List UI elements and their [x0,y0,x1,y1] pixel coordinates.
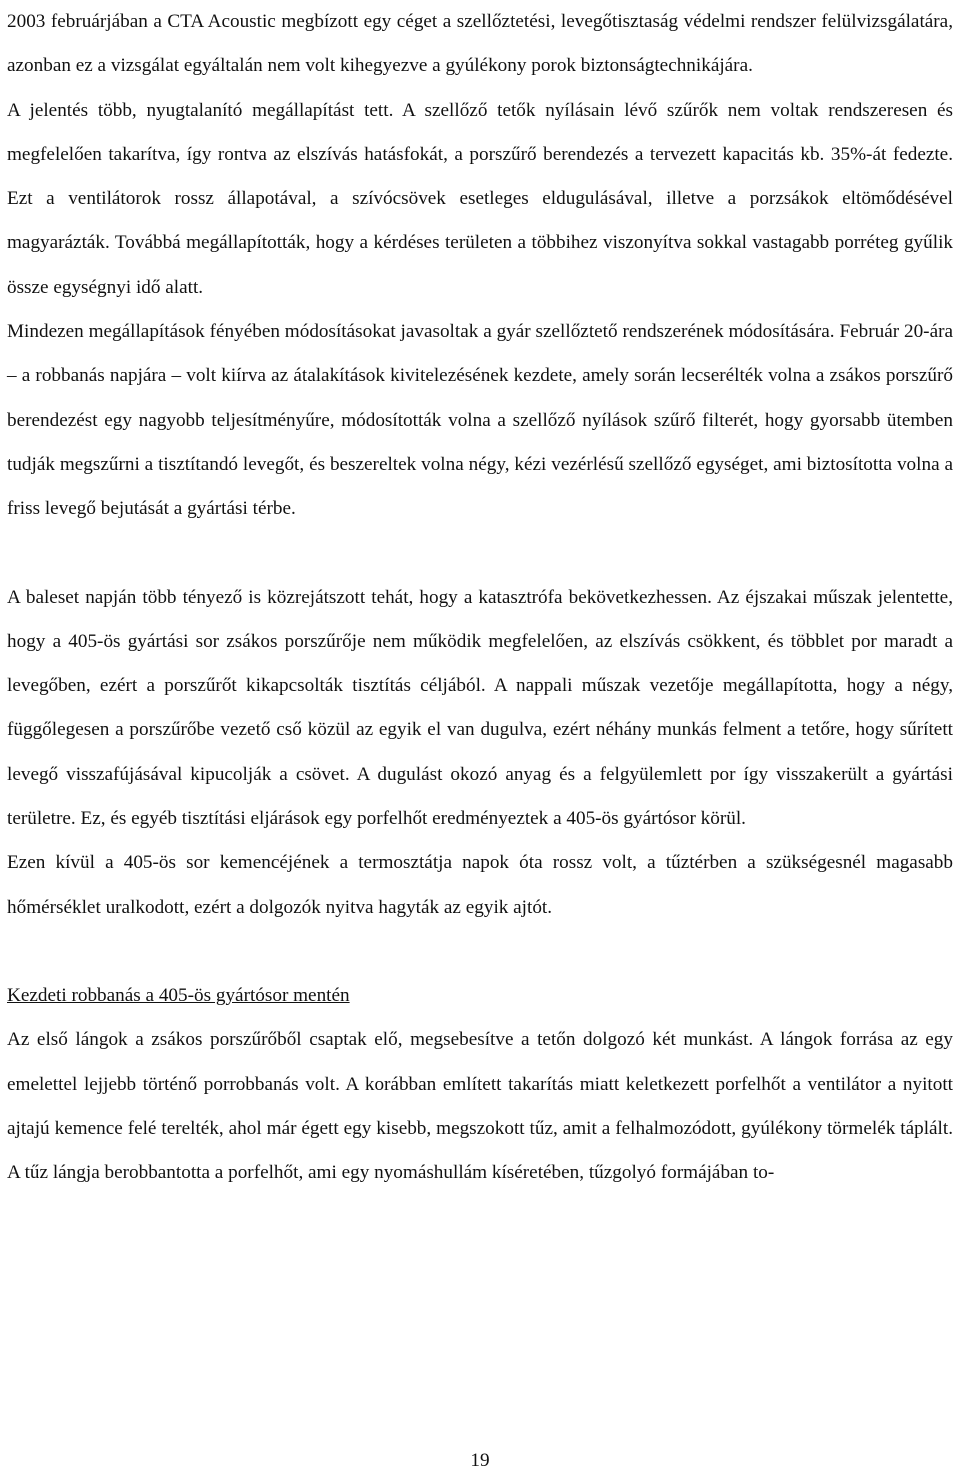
section-heading: Kezdeti robbanás a 405-ös gyártósor mentén [7,984,350,1006]
paragraph-report-findings: A jelentés több, nyugtalanító megállapítást tett. A szellőző tetők nyílásain lévő szűrők nem voltak rendszeresen és megfelelően takarítva, így rontva az elszívás hatásfokát, a porszűrő berendezés a tervezett kapacitás kb. 35%-át fedezte. Ezt a ventilátorok rossz állapotával, a szívócsövek esetleges eldugulásával, illetve a porzsákok eltömődésével magyarázták. Továbbá megállapították, hogy a kérdéses területen a többihez viszonyítva sokkal vastagabb porréteg gyűlik össze egységnyi idő alatt. [7,99,953,298]
document-page [7,0,953,1195]
paragraph-recommended-modifications: Mindezen megállapítások fényében módosításokat javasoltak a gyár szellőztető rendszerének módosítására. Február 20-ára – a robbanás napjára – volt kiírva az átalakítások kivitelezésének kezdete, amely során lecserélték volna a zsákos porszűrő berendezést egy nagyobb teljesítményűre, módosították volna a szellőző nyílások szűrő filterét, hogy gyorsabb ütemben tudják megszűrni a tisztítandó levegőt, és beszereltek volna négy, kézi vezérlésű szellőző egységet, ami biztosította volna a friss levegő bejutását a gyártási térbe. [7,321,953,520]
paragraph-spacer [7,532,953,576]
paragraph-accident-day-factors: A baleset napján több tényező is közrejátszott tehát, hogy a katasztrófa bekövetkezhessen. Az éjszakai műszak jelentette, hogy a 405-ös gyártási sor zsákos porszűrője nem működik megfelelően, az elszívás csökkent, és többlet por maradt a levegőben, ezért a porszűrőt kikapcsolták tisztítás céljából. A nappali műszak vezetője megállapította, hogy a négy, függőlegesen a porszűrőbe vezető cső közül az egyik el van dugulva, ezért néhány munkás felment a tetőre, hogy sűrített levegő visszafújásával kipucolják a csövet. A dugulást okozó anyag és a felgyülemlett por így visszakerült a gyártási területre. Ez, és egyéb tisztítási eljárások egy porfelhőt eredményeztek a 405-ös gyártósor körül. [7,586,953,830]
paragraph-audit-intro: 2003 februárjában a CTA Acoustic megbízott egy céget a szellőztetési, levegőtisztaság védelmi rendszer felülvizsgálatára, azonban ez a vizsgálat egyáltalán nem volt kihegyezve a gyúlékony porok biztonságtechnikájára. [7,11,953,77]
paragraph-kiln-thermostat: Ezen kívül a 405-ös sor kemencéjének a termosztátja napok óta rossz volt, a tűztérben a szükségesnél magasabb hőmérséklet uralkodott, ezért a dolgozók nyitva hagyták az egyik ajtót. [7,852,953,918]
paragraph-initial-explosion: Az első lángok a zsákos porszűrőből csaptak elő, megsebesítve a tetőn dolgozó két munkást. A lángok forrása az egy emelettel lejjebb történő porrobbanás volt. A korábban említett takarítás miatt keletkezett porfelhőt a ventilátor a nyitott ajtajú kemence felé terelték, ahol már égett egy kisebb, megszokott tűz, amit a felhalmozódott, gyúlékony törmelék táplált. A tűz lángja berobbantotta a porfelhőt, ami egy nyomáshullám kíséretében, tűzgolyó formájában to- [7,1029,953,1184]
paragraph-spacer [7,930,953,974]
page-number: 19 [470,1450,490,1471]
